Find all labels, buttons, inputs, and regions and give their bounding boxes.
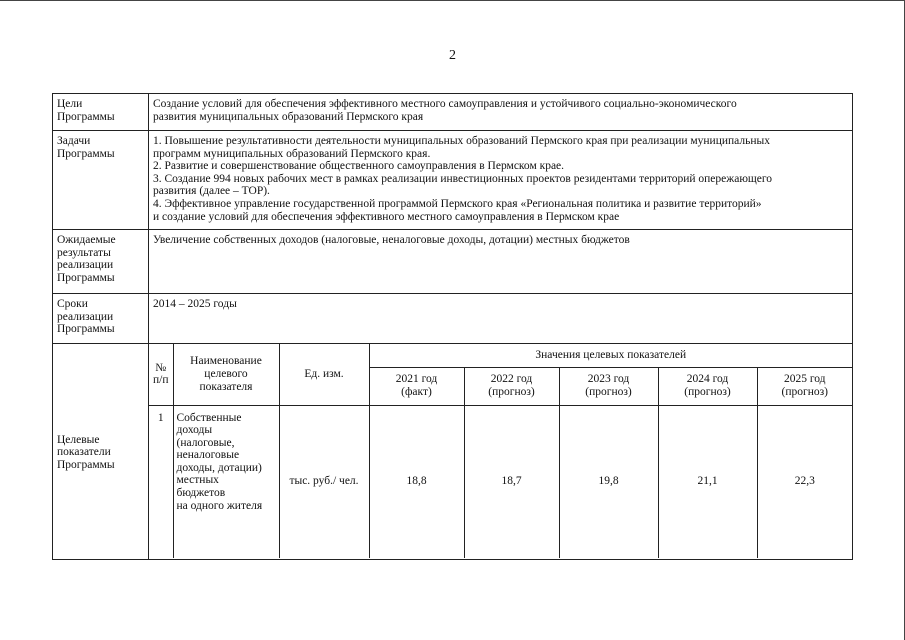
indicator-unit: тыс. руб./ чел.	[279, 405, 369, 558]
results-text: Увеличение собственных доходов (налоговые, неналоговые доходы, дотации) местных бюджетов	[149, 230, 853, 294]
indicators-table	[149, 344, 852, 558]
col-unit-header: Ед. изм.	[279, 344, 369, 405]
terms-label: Сроки реализации Программы	[53, 294, 149, 344]
program-passport-table	[52, 93, 853, 560]
year-header-2022: 2022 год (прогноз)	[464, 367, 559, 405]
value-2022: 18,7	[464, 405, 559, 558]
table-row	[149, 405, 852, 558]
results-row	[53, 230, 853, 294]
value-2025: 22,3	[757, 405, 852, 558]
year-header-2023: 2023 год (прогноз)	[559, 367, 658, 405]
results-label: Ожидаемые результаты реализации Программы	[53, 230, 149, 294]
goals-label: Цели Программы	[53, 94, 149, 131]
indicators-row	[53, 344, 853, 560]
terms-row	[53, 294, 853, 344]
goals-row	[53, 94, 853, 131]
value-2023: 19,8	[559, 405, 658, 558]
tasks-text: 1. Повышение результативности деятельности муниципальных образований Пермского края при реализации муниципальных программ муниципальных образований Пермского края. 2. Развитие и совершенствование общественного самоуправления в Пермском крае. 3. Создание 994 новых рабочих мест в рамках реализации инвестиционных проектов резидентами территорий опережающего развития (далее – ТОР). 4. Эффективное управление государственной программой Пермского края «Региональная политика и развитие территорий» и создание условий для обеспечения эффективного местного самоуправления в Пермском крае	[149, 131, 853, 230]
terms-text: 2014 – 2025 годы	[149, 294, 853, 344]
year-header-2021: 2021 год (факт)	[369, 367, 464, 405]
col-name-header: Наименование целевого показателя	[173, 344, 279, 405]
year-header-2025: 2025 год (прогноз)	[757, 367, 852, 405]
indicators-label: Целевые показатели Программы	[53, 344, 149, 560]
value-2024: 21,1	[658, 405, 757, 558]
page-number: 2	[449, 48, 456, 63]
tasks-label: Задачи Программы	[53, 131, 149, 230]
year-header-2024: 2024 год (прогноз)	[658, 367, 757, 405]
value-2021: 18,8	[369, 405, 464, 558]
row-number: 1	[149, 405, 173, 558]
values-header: Значения целевых показателей	[369, 344, 852, 367]
col-number-header: № п/п	[149, 344, 173, 405]
tasks-row	[53, 131, 853, 230]
page-frame-top	[0, 0, 905, 1]
indicator-name: Собственные доходы (налоговые, неналоговые доходы, дотации) местных бюджетов на одного жителя	[173, 405, 279, 558]
indicators-header-row-1	[149, 344, 852, 367]
goals-text: Создание условий для обеспечения эффективного местного самоуправления и устойчивого социально-экономического развития муниципальных образований Пермского края	[149, 94, 853, 131]
indicators-table-cell	[149, 344, 853, 560]
